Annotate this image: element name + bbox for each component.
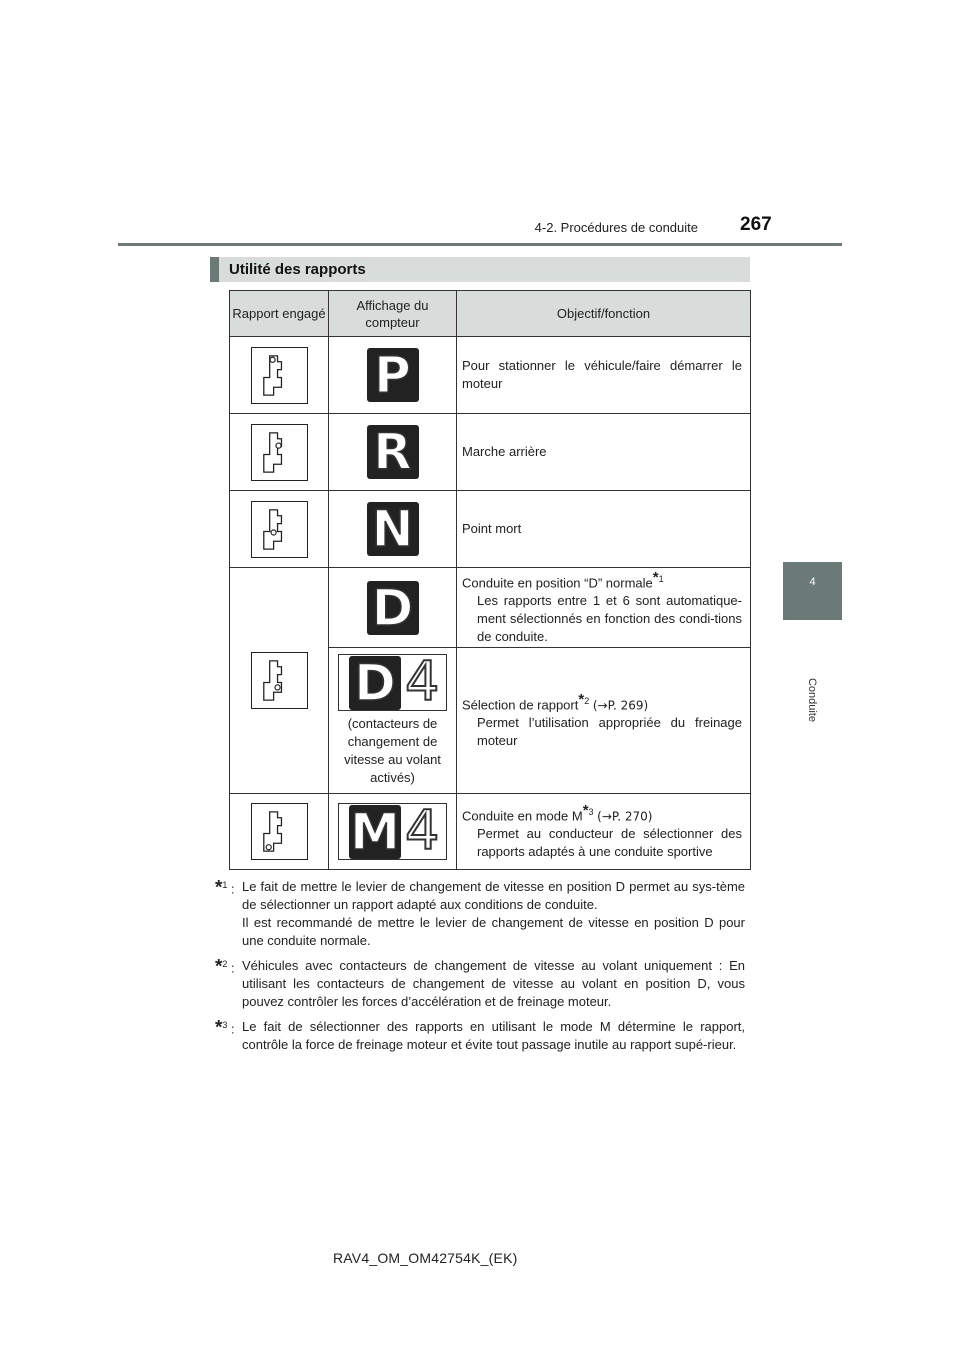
gear-d4-indicator-icon: D 4 [338,654,447,711]
gate-lever-m-icon [251,803,308,860]
indicator-cell [329,794,457,870]
section-title: Utilité des rapports [229,261,366,278]
function-cell: Conduite en mode $M^{*3}$ (→P. 270) Permet au conducteur de sélectionner des rapports adaptés à une conduite sportive [457,794,751,870]
document-code: RAV4_OM_OM42754K_(EK) [333,1250,518,1266]
gear-n-indicator-icon: N [367,502,419,556]
function-cell: Conduite en position “D” normale$^{*1}$ Les rapports entre 1 et 6 sont automatique-ment sélectionnés en fonction des condi-tions de conduite. [457,568,751,648]
lever-cell [230,337,329,414]
indicator-cell [329,337,457,414]
gear-r-indicator-icon: R [367,425,419,479]
chapter-label: Conduite [806,677,818,723]
gear-table [229,290,751,870]
section-title-bar [210,257,750,282]
indicator-cell [329,491,457,568]
footnote: *$^1$ : Le fait de mettre le levier de changement de vitesse en position D permet au sys-tème de sélectionner un rapport adapté aux conditions de conduite. Il est recommandé de mettre le levier de changement de vitesse en position D pour une conduite normale. [215,877,745,948]
lever-cell [230,491,329,568]
gear-p-indicator-icon: P [367,348,419,402]
gear-d-indicator-icon: D [367,581,419,635]
page-number: 267 [740,214,772,235]
function-cell: Sélection de rapport$^{*2}$ (→P. 269) Permet l’utilisation appropriée du freinage moteur [457,648,751,794]
lever-cell [230,414,329,491]
section-title-accent [210,257,219,282]
header-divider [118,243,842,246]
gate-lever-n-icon [251,501,308,558]
lever-cell [230,794,329,870]
section-breadcrumb: 4-2. Procédures de conduite [534,220,698,235]
footnote: *$^2$ : Véhicules avec contacteurs de changement de vitesse au volant uniquement : En utilisant les contacteurs de changement de vitesse au volant en position D, vous pouvez contrôler les forces d’accélération et de freinage moteur. [215,956,745,1009]
gear-m4-indicator-icon: M 4 [338,803,447,860]
column-header: Objectif/fonction [457,291,751,337]
table-header-row [230,291,751,337]
footnote: *$^3$ : Le fait de sélectionner des rapports en utilisant le mode M détermine le rapport, contrôle la force de freinage moteur et évite tout passage inutile au rapport supé-rieur. [215,1017,745,1052]
indicator-cell [329,648,457,794]
gate-lever-d-icon [251,652,308,709]
indicator-caption: (contacteurs de changement de vitesse au volant activés) [344,716,441,785]
gate-lever-p-icon [251,347,308,404]
gate-lever-r-icon [251,424,308,481]
page-reference[interactable]: (→P. 269) [592,698,649,713]
column-header: Rapport engagé [230,291,329,337]
table-row [230,414,751,491]
table-row [230,337,751,414]
indicator-cell [329,568,457,648]
table-row [230,794,751,870]
footnotes [215,878,745,1061]
chapter-tab[interactable] [783,562,842,620]
function-cell: Pour stationner le véhicule/faire démarrer le moteur [457,337,751,414]
table-row [230,568,751,648]
page-reference[interactable]: (→P. 270) [597,809,653,824]
lever-cell [230,568,329,794]
column-header: Affichage du compteur [329,291,457,337]
indicator-cell [329,414,457,491]
table-row [230,491,751,568]
function-cell: Point mort [457,491,751,568]
chapter-number: 4 [809,576,816,588]
function-cell: Marche arrière [457,414,751,491]
